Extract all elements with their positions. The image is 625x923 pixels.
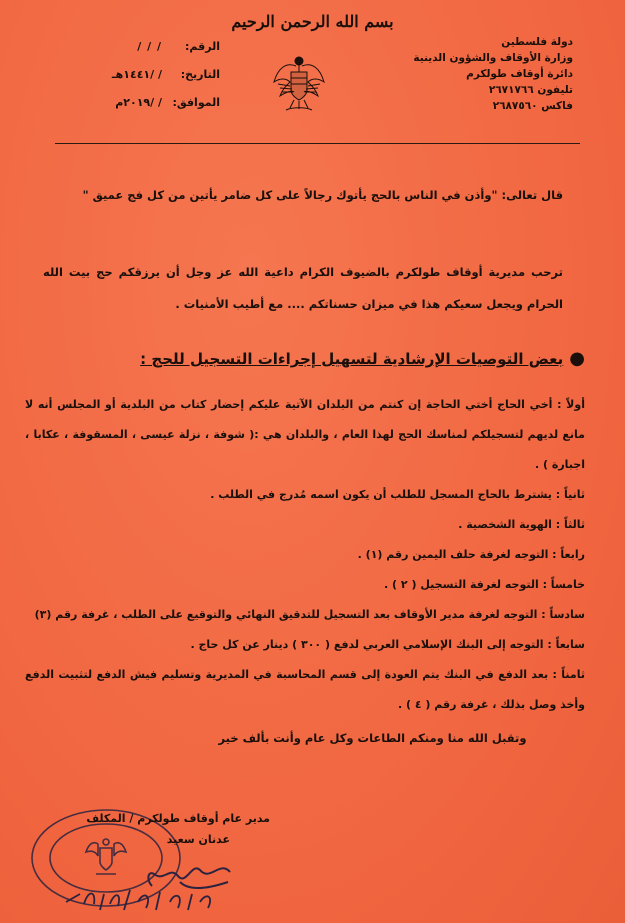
basmala: بسم الله الرحمن الرحيم — [231, 12, 394, 31]
list-item: ثامناً : بعد الدفع في البنك يتم العودة إلى قسم المحاسبة في المديرية وتسليم فيش الدفع لتثبيت الدفع وأخذ وصل بذلك ، غرفة رقم ( ٤ ) . — [25, 668, 585, 711]
list-item: رابعاً : التوجه لغرفة حلف اليمين رقم (١) . — [357, 548, 585, 561]
corresponding-label: الموافق: — [172, 96, 220, 109]
closing-line: وتقبل الله منا ومنكم الطاعات وكل عام وأنت بألف خير — [218, 731, 527, 745]
number-value: / / / — [137, 40, 162, 53]
number-row — [40, 40, 220, 68]
list-item: ثانياً : يشترط بالحاج المسجل للطلب أن يكون اسمه مُدرج في الطلب . — [210, 488, 585, 501]
handwritten-date-icon — [60, 880, 220, 916]
issuer-phone: تليفون ٢٦٧١٧٦٦ — [488, 84, 573, 96]
corresponding-value: / /٢٠١٩م — [115, 96, 162, 109]
issuer-state: دولة فلسطين — [501, 36, 573, 48]
list-item: سابعاً : التوجه إلى البنك الإسلامي العربي لدفع ( ٣٠٠ ) دينار عن كل حاج . — [190, 638, 585, 651]
bullet-icon: ● — [569, 348, 585, 369]
gregorian-date-row — [40, 96, 220, 124]
recommendations-list — [25, 390, 585, 720]
palestine-eagle-emblem-icon — [272, 52, 326, 114]
welcome-paragraph: ترحب مديرية أوقاف طولكرم بالضيوف الكرام داعية الله عز وجل أن يرزقكم حج بيت الله الحرام ويجعل سعيكم هذا في ميزان حسناتكم .... مع أطيب الأمنيات . — [43, 265, 563, 311]
list-item: سادساً : التوجه لغرفة مدير الأوقاف بعد التسجيل للتدقيق النهائي والتوقيع على الطلب ، غرفة رقم (٣) — [34, 608, 585, 621]
issuer-fax: فاكس ٢٦٨٧٥٦٠ — [492, 100, 573, 112]
number-label: الرقم: — [185, 40, 220, 53]
issuer-department: دائرة أوقاف طولكرم — [466, 68, 573, 80]
issuer-block — [373, 34, 573, 114]
header-divider — [55, 143, 580, 144]
date-label: التاريخ: — [180, 68, 220, 81]
list-item: خامساً : التوجه لغرفة التسجيل ( ٢ ) . — [384, 578, 585, 591]
recommendations-heading — [85, 348, 585, 369]
reference-block — [40, 40, 220, 124]
date-value: / /١٤٤١هـ — [111, 68, 162, 81]
list-item: أولاً : أخي الحاج أختي الحاجة إن كنتم من البلدان الآتية عليكم إحضار كتاب من البلدية أو المجلس أنه لا مانع لديهم لتسجيلكم لمناسك الحج لهذا العام ، والبلدان هي :( شوفة ، نزلة عيسى ، المسقوفة ، عكابا ، اجبارة ) . — [25, 398, 585, 471]
signatory-title: مدير عام أوقاف طولكرم / المكلف — [86, 812, 270, 825]
signatory-name: عدنان سعيد — [166, 833, 230, 846]
list-item: ثالثاً : الهوية الشخصية . — [458, 518, 585, 531]
hijri-date-row — [40, 68, 220, 96]
recommendations-heading-text: بعض التوصيات الإرشادية لتسهيل إجراءات التسجيل للحج : — [140, 350, 564, 368]
issuer-ministry: وزارة الأوقاف والشؤون الدينية — [413, 52, 573, 64]
quran-verse: قال تعالى: "وأذن في الناس بالحج يأتوك رجالاً على كل ضامر يأتين من كل فج عميق " — [82, 188, 563, 202]
